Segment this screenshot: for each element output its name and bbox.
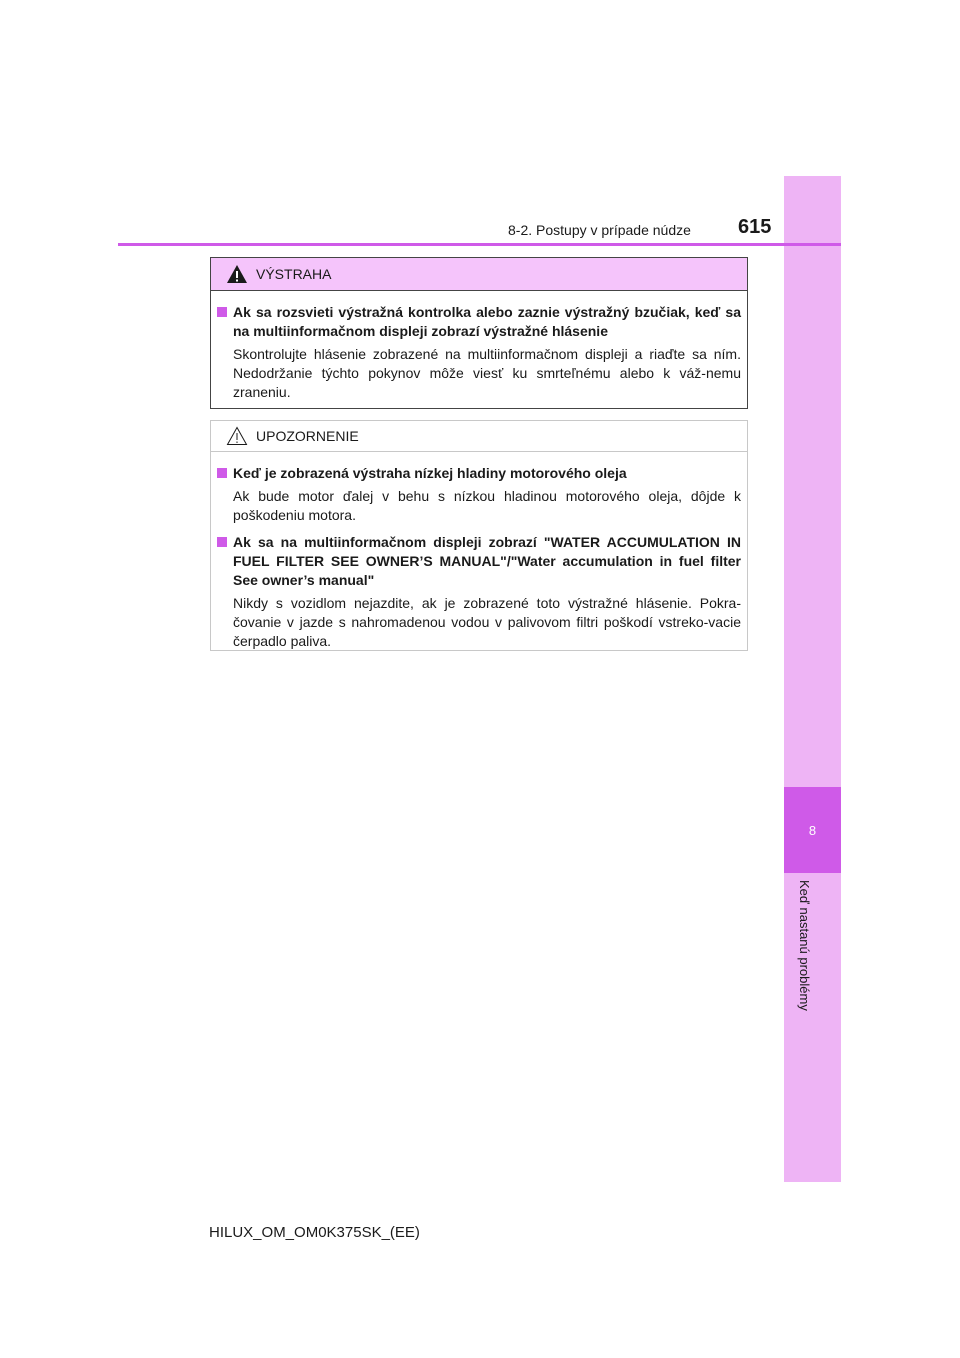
caution-box [210, 420, 748, 651]
section-title: 8-2. Postupy v prípade núdze [508, 222, 691, 238]
caution-box-title: UPOZORNENIE [256, 428, 359, 444]
chapter-title-vertical: Keď nastanú problémy [797, 880, 812, 1011]
warning-item-heading: Ak sa rozsvieti výstražná kontrolka alebo zaznie výstražný bzučiak, keď sa na multiinformačnom displeji zobrazí výstražné hlásenie [217, 303, 741, 341]
square-bullet-icon [217, 537, 227, 547]
warning-triangle-outline-icon [226, 426, 248, 446]
document-code: HILUX_OM_OM0K375SK_(EE) [209, 1224, 420, 1241]
warning-box [210, 257, 748, 409]
header-divider [118, 243, 841, 246]
warning-triangle-filled-icon [226, 264, 248, 284]
warning-item-text: Skontrolujte hlásenie zobrazené na multiinformačnom displeji a riaďte sa ním. Nedodržanie týchto pokynov môže viesť ku smrteľnému alebo k váž-nemu zraneniu. [233, 346, 741, 400]
warning-box-body [211, 291, 747, 402]
caution-item-heading: Ak sa na multiinformačnom displeji zobrazí "WATER ACCUMULATION IN FUEL FILTER SEE OWNER’S MANUAL"/"Water accumulation in fuel filter See owner’s manual" [217, 533, 741, 590]
caution-box-body [211, 452, 747, 651]
warning-box-title: VÝSTRAHA [256, 266, 332, 282]
page-number: 615 [738, 216, 772, 238]
side-chapter-tab [784, 176, 841, 1182]
caution-box-header [211, 421, 747, 452]
chapter-number-badge: 8 [784, 787, 841, 873]
square-bullet-icon [217, 307, 227, 317]
warning-box-header [211, 258, 747, 291]
caution-item-text: Nikdy s vozidlom nejazdite, ak je zobrazené toto výstražné hlásenie. Pokra-čovanie v jazde s nahromadenou vodou v palivovom filtri poškodí vstreko-vacie čerpadlo paliva. [233, 595, 741, 649]
caution-item-text: Ak bude motor ďalej v behu s nízkou hladinou motorového oleja, dôjde k poškodeniu motora. [233, 488, 741, 523]
square-bullet-icon [217, 468, 227, 478]
caution-item-heading: Keď je zobrazená výstraha nízkej hladiny motorového oleja [217, 464, 741, 483]
